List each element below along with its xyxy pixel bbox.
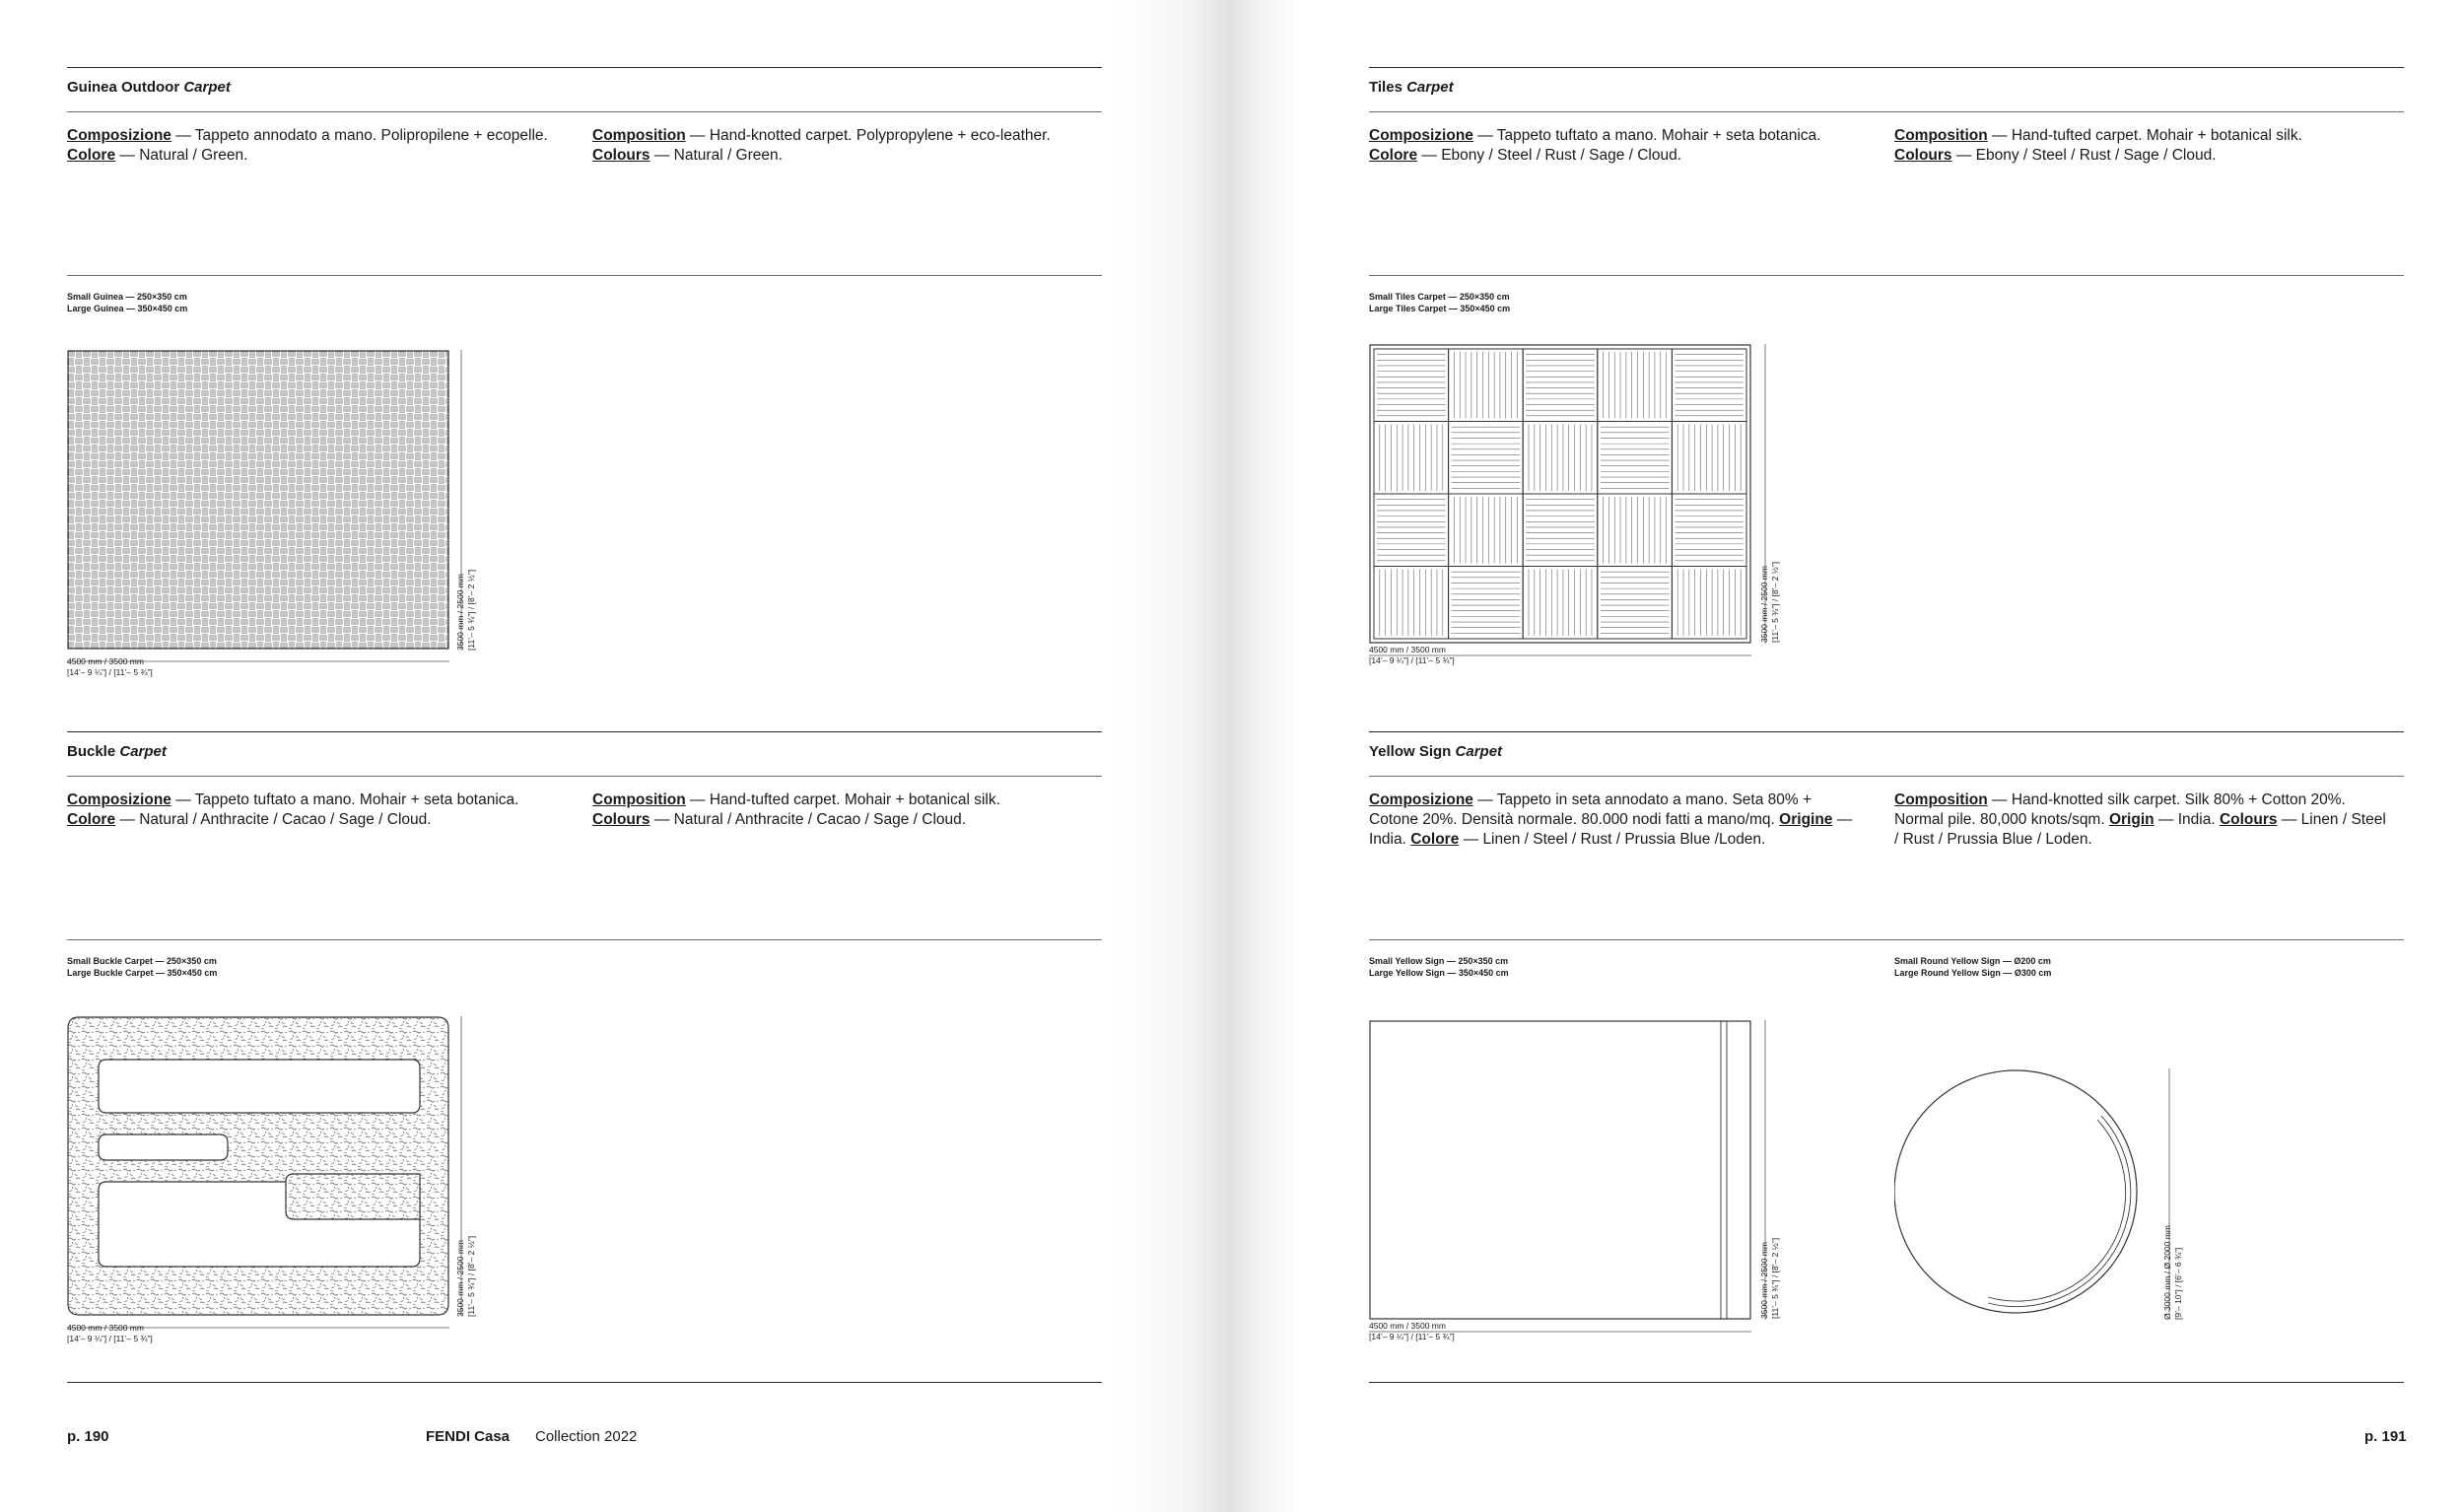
dimension-round: Ø 3000 mm / Ø 2000 mm [9’– 10”] / [6’– 6 ¾”] bbox=[2162, 1225, 2183, 1320]
description-italian: Composizione — Tappeto tuftato a mano. Mohair + seta botanica. Colore — Ebony / Steel / Rust / Sage / Cloud. bbox=[1369, 127, 1821, 164]
buckle-carpet-drawing bbox=[67, 1016, 481, 1351]
section-title-rule bbox=[67, 776, 1102, 777]
yellow-sign-section bbox=[1369, 731, 2404, 1382]
page-number: p. 190 bbox=[67, 1428, 109, 1445]
section-title-rule bbox=[1369, 776, 2404, 777]
section-top-rule bbox=[67, 67, 1102, 68]
dimension-horizontal: 4500 mm / 3500 mm [14’– 9 ¼”] / [11’– 5 ¾”] bbox=[67, 656, 153, 677]
section-title-rule bbox=[1369, 111, 2404, 112]
size-list: Small Yellow Sign — 250×350 cm Large Yellow Sign — 350×450 cm bbox=[1369, 956, 1509, 978]
section-top-rule bbox=[1369, 67, 2404, 68]
right-page bbox=[1232, 0, 2463, 1512]
size-list: Small Buckle Carpet — 250×350 cm Large Buckle Carpet — 350×450 cm bbox=[67, 956, 218, 978]
section-mid-rule bbox=[67, 275, 1102, 276]
section-top-rule bbox=[67, 731, 1102, 732]
product-title: Buckle Carpet bbox=[67, 743, 167, 760]
spine-shadow-left bbox=[1114, 0, 1232, 1512]
dimension-horizontal: 4500 mm / 3500 mm [14’– 9 ¼”] / [11’– 5 ¾”] bbox=[67, 1323, 153, 1343]
left-page bbox=[0, 0, 1231, 1512]
size-list: Small Guinea — 250×350 cm Large Guinea — 350×450 cm bbox=[67, 292, 188, 313]
guinea-carpet-drawing bbox=[67, 350, 481, 685]
footer-collection: Collection 2022 bbox=[535, 1428, 638, 1445]
size-list-round: Small Round Yellow Sign — Ø200 cm Large Round Yellow Sign — Ø300 cm bbox=[1894, 956, 2052, 978]
description-italian: Composizione — Tappeto tuftato a mano. Mohair + seta botanica. Colore — Natural / Anthracite / Cacao / Sage / Cloud. bbox=[67, 791, 519, 828]
dimension-vertical: 3500 mm / 2500 mm [11’– 5 ¾”] / [8’– 2 ½”] bbox=[1759, 1237, 1780, 1319]
dimension-vertical: 3500 mm / 2500 mm [11’– 5 ¾”] / [8’– 2 ½”] bbox=[455, 569, 476, 651]
buckle-section bbox=[67, 731, 1102, 1382]
spine-shadow-right bbox=[1232, 0, 1301, 1512]
product-title: Yellow Sign Carpet bbox=[1369, 743, 1503, 760]
description-english: Composition — Hand-tufted carpet. Mohair + botanical silk. Colours — Natural / Anthracite / Cacao / Sage / Cloud. bbox=[592, 791, 1000, 828]
tiles-section bbox=[1369, 67, 2404, 698]
section-mid-rule bbox=[1369, 939, 2404, 940]
round-yellow-sign-drawing bbox=[1894, 1068, 2190, 1325]
description-english: Composition — Hand-tufted carpet. Mohair + botanical silk. Colours — Ebony / Steel / Rust / Sage / Cloud. bbox=[1894, 127, 2302, 164]
page-bottom-rule bbox=[67, 1382, 1102, 1383]
tiles-carpet-drawing bbox=[1369, 344, 1783, 679]
section-top-rule bbox=[1369, 731, 2404, 732]
description-italian: Composizione — Tappeto annodato a mano. Polipropilene + ecopelle. Colore — Natural / Green. bbox=[67, 127, 548, 164]
footer-brand: FENDI Casa bbox=[426, 1428, 511, 1445]
product-title: Guinea Outdoor Carpet bbox=[67, 79, 231, 96]
yellow-sign-carpet-drawing bbox=[1369, 1020, 1783, 1355]
page-bottom-rule bbox=[1369, 1382, 2404, 1383]
dimension-vertical: 3500 mm / 2500 mm [11’– 5 ¾”] / [8’– 2 ½”] bbox=[1759, 561, 1780, 643]
dimension-horizontal: 4500 mm / 3500 mm [14’– 9 ¼”] / [11’– 5 ¾”] bbox=[1369, 1321, 1455, 1341]
description-english: Composition — Hand-knotted carpet. Polypropylene + eco-leather. Colours — Natural / Green. bbox=[592, 127, 1051, 164]
description-italian: Composizione — Tappeto in seta annodato a mano. Seta 80% + Cotone 20%. Densità normale. 80.000 nodi fatti a mano/mq. Origine — India. Colore — Linen / Steel / Rust / Prussia Blue /Loden. bbox=[1369, 791, 1853, 848]
section-title-rule bbox=[67, 111, 1102, 112]
section-mid-rule bbox=[67, 939, 1102, 940]
product-title: Tiles Carpet bbox=[1369, 79, 1454, 96]
description-english: Composition — Hand-knotted silk carpet. Silk 80% + Cotton 20%. Normal pile. 80,000 knots/sqm. Origin — India. Colours — Linen / Steel / Rust / Prussia Blue / Loden. bbox=[1894, 791, 2386, 848]
size-list: Small Tiles Carpet — 250×350 cm Large Tiles Carpet — 350×450 cm bbox=[1369, 292, 1511, 313]
page-number: p. 191 bbox=[2364, 1428, 2407, 1445]
section-mid-rule bbox=[1369, 275, 2404, 276]
dimension-vertical: 3500 mm / 2500 mm [11’– 5 ¾”] / [8’– 2 ½”] bbox=[455, 1235, 476, 1317]
dimension-horizontal: 4500 mm / 3500 mm [14’– 9 ¼”] / [11’– 5 ¾”] bbox=[1369, 645, 1455, 665]
guinea-section bbox=[67, 67, 1102, 698]
